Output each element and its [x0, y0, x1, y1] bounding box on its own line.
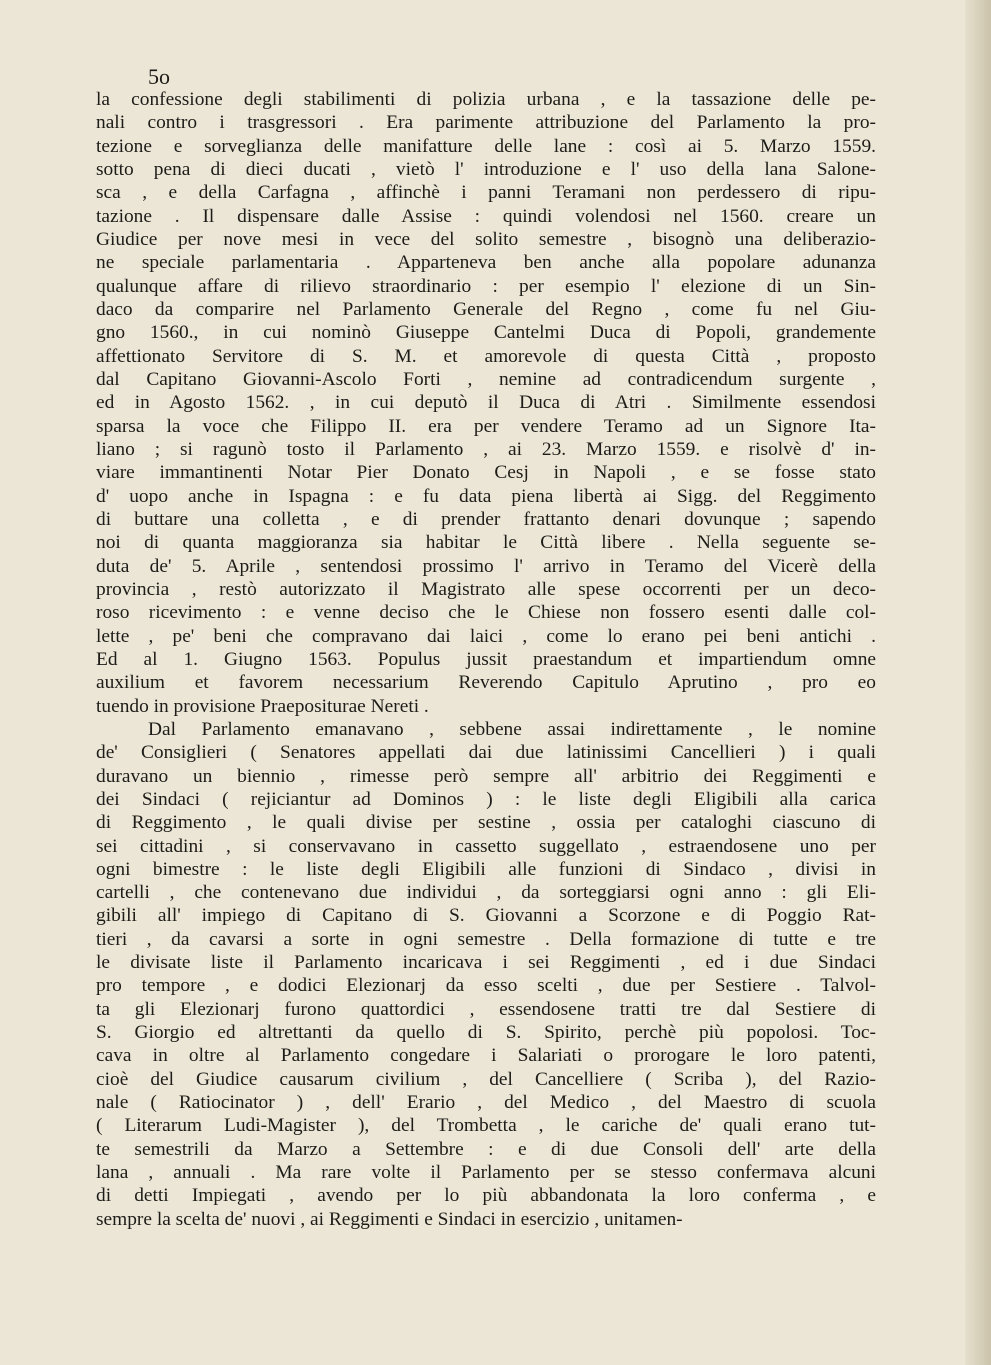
text-line: ne speciale parlamentaria . Apparteneva ben anche alla popolare adunanza	[96, 252, 876, 274]
text-line: ( Literarum Ludi-Magister ), del Trombetta , le cariche de' quali erano tut-	[96, 1115, 876, 1137]
text-line: tieri , da cavarsi a sorte in ogni semestre . Della formazione di tutte e tre	[96, 928, 876, 950]
text-line: S. Giorgio ed altrettanti da quello di S. Spirito, perchè più popolosi. Toc-	[96, 1022, 876, 1044]
text-line: roso ricevimento : e venne deciso che le Chiese non fossero esenti dalle col-	[96, 602, 876, 624]
text-line: sei cittadini , si conservavano in cassetto suggellato , estraendosene uno per	[96, 835, 876, 857]
text-line: nali contro i trasgressori . Era parimente attribuzione del Parlamento la pro-	[96, 112, 876, 134]
text-line: auxilium et favorem necessarium Reverendo Capitulo Aprutino , pro eo	[96, 672, 876, 694]
text-line: dal Capitano Giovanni-Ascolo Forti , nemine ad contradicendum surgente ,	[96, 368, 876, 390]
text-line: tazione . Il dispensare dalle Assise : quindi volendosi nel 1560. creare un	[96, 205, 876, 227]
text-line: lana , annuali . Ma rare volte il Parlamento per se stesso confermava alcuni	[96, 1162, 876, 1184]
text-line: duta de' 5. Aprile , sentendosi prossimo l' arrivo in Teramo del Vicerè della	[96, 555, 876, 577]
text-line: cava in oltre al Parlamento congedare i Salariati o prorogare le loro patenti,	[96, 1045, 876, 1067]
text-line: pro tempore , e dodici Elezionarj da esso scelti , due per Sestiere . Talvol-	[96, 975, 876, 997]
text-line: viare immantinenti Notar Pier Donato Cesj in Napoli , e se fosse stato	[96, 462, 876, 484]
text-line: tuendo in provisione Praepositurae Nereti .	[96, 695, 429, 717]
text-line: qualunque affare di rilievo straordinario : per esempio l' elezione di un Sin-	[96, 275, 876, 297]
text-line: provincia , restò autorizzato il Magistrato alle spese occorrenti per un deco-	[96, 578, 876, 600]
text-line: liano ; si ragunò tosto il Parlamento , ai 23. Marzo 1559. e risolvè d' in-	[96, 438, 876, 460]
text-line: ogni bimestre : le liste degli Eligibili alle funzioni di Sindaco , divisi in	[96, 858, 876, 880]
text-line: di buttare una colletta , e di prender frattanto denari dovunque ; sapendo	[96, 508, 876, 530]
text-line: lette , pe' beni che compravano dai laici , come lo erano pei beni antichi .	[96, 625, 876, 647]
text-line: dei Sindaci ( rejiciantur ad Dominos ) : le liste degli Eligibili alla carica	[96, 788, 876, 810]
text-line: de' Consiglieri ( Senatores appellati dai due latinissimi Cancellieri ) i quali	[96, 742, 876, 764]
text-line: affettionato Servitore di S. M. et amorevole di questa Città , proposto	[96, 345, 876, 367]
text-line: cioè del Giudice causarum civilium , del Cancelliere ( Scriba ), del Razio-	[96, 1068, 876, 1090]
text-line: te semestrili da Marzo a Settembre : e di due Consoli dell' arte della	[96, 1138, 876, 1160]
text-line: di detti Impiegati , avendo per lo più abbandonata la loro conferma , e	[96, 1185, 876, 1207]
page-number: 5o	[148, 64, 170, 89]
body-text	[96, 88, 876, 1231]
text-line: le divisate liste il Parlamento incaricava i sei Reggimenti , ed i due Sindaci	[96, 952, 876, 974]
text-line: tezione e sorveglianza delle manifatture delle lane : così ai 5. Marzo 1559.	[96, 135, 876, 157]
text-line: Giudice per nove mesi in vece del solito semestre , bisognò una deliberazio-	[96, 228, 876, 250]
text-line: noi di quanta maggioranza sia habitar le Città libere . Nella seguente se-	[96, 532, 876, 554]
text-line: la confessione degli stabilimenti di polizia urbana , e la tassazione delle pe-	[96, 89, 876, 110]
text-line: gibili all' impiego di Capitano di S. Giovanni a Scorzone e di Poggio Rat-	[96, 905, 876, 927]
text-line: ed in Agosto 1562. , in cui deputò il Duca di Atri . Similmente essendosi	[96, 392, 876, 414]
text-line: ta gli Elezionarj furono quattordici , essendosene tratti tre dal Sestiere di	[96, 998, 876, 1020]
text-line: duravano un biennio , rimesse però sempre all' arbitrio dei Reggimenti e	[96, 765, 876, 787]
text-line: Dal Parlamento emanavano , sebbene assai indirettamente , le nomine	[148, 718, 876, 740]
text-line: cartelli , che contenevano due individui , da sorteggiarsi ogni anno : gli Eli-	[96, 882, 876, 904]
text-line: nale ( Ratiocinator ) , dell' Erario , del Medico , del Maestro di scuola	[96, 1092, 876, 1114]
text-line: d' uopo anche in Ispagna : e fu data piena libertà ai Sigg. del Reggimento	[96, 485, 876, 507]
paragraph	[96, 718, 876, 1231]
text-line: gno 1560., in cui nominò Giuseppe Cantelmi Duca di Popoli, grandemente	[96, 322, 876, 344]
paragraph	[96, 88, 876, 718]
text-line: di Reggimento , le quali divise per sestine , ossia per cataloghi ciascuno di	[96, 812, 876, 834]
page-edge-shadow	[965, 0, 991, 1365]
text-line: Ed al 1. Giugno 1563. Populus jussit praestandum et impartiendum omne	[96, 648, 876, 670]
text-line: sempre la scelta de' nuovi , ai Reggimenti e Sindaci in esercizio , unitamen-	[96, 1208, 683, 1230]
text-line: sparsa la voce che Filippo II. era per vendere Teramo ad un Signore Ita-	[96, 415, 876, 437]
text-line: sca , e della Carfagna , affinchè i panni Teramani non perdessero di ripu-	[96, 182, 876, 204]
text-line: sotto pena di dieci ducati , vietò l' introduzione e l' uso della lana Salone-	[96, 158, 876, 180]
text-line: daco da comparire nel Parlamento Generale del Regno , come fu nel Giu-	[96, 298, 876, 320]
